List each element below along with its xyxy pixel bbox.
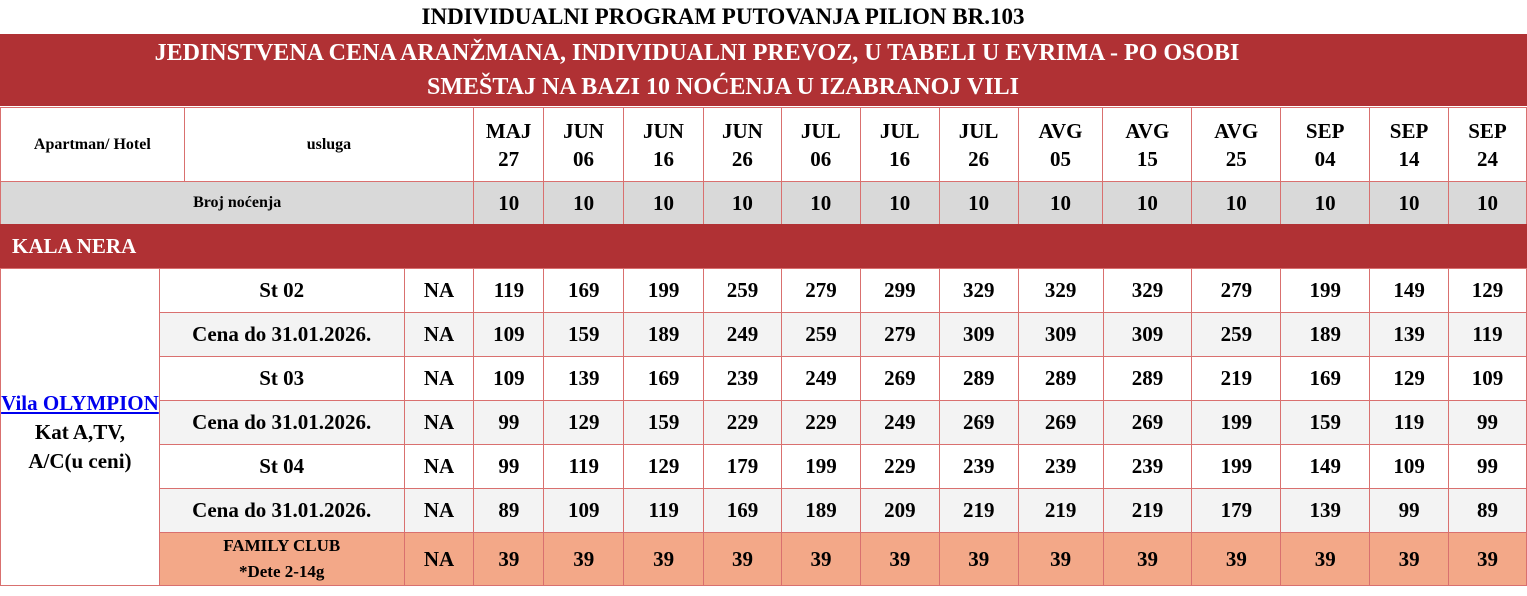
hotel-cell	[1, 269, 160, 586]
room-type-label: St 04	[159, 445, 404, 489]
family-label-title: FAMILY CLUB	[223, 536, 341, 555]
date-day: 14	[1398, 146, 1420, 171]
nights-value: 10	[544, 182, 624, 225]
price-cell: 99	[474, 401, 544, 445]
date-month: SEP	[1468, 118, 1507, 143]
price-cell: 239	[704, 357, 782, 401]
price-cell: 329	[1018, 269, 1103, 313]
date-month: AVG	[1038, 118, 1083, 143]
date-header-cell	[1103, 108, 1192, 182]
date-day: 06	[810, 146, 832, 171]
nights-value: 10	[1448, 182, 1526, 225]
banner-line-2: SMEŠTAJ NA BAZI 10 NOĆENJA U IZABRANOJ VILI	[427, 74, 1019, 100]
na-value: NA	[404, 533, 474, 586]
date-day: 25	[1225, 146, 1247, 171]
price-cell: 129	[624, 445, 704, 489]
nights-label: Broj noćenja	[1, 182, 474, 225]
price-cell: 39	[782, 533, 861, 586]
price-cell: 39	[1192, 533, 1281, 586]
price-cell: 189	[782, 489, 861, 533]
price-cell: 39	[939, 533, 1018, 586]
price-cell: 149	[1370, 269, 1449, 313]
date-month: JUL	[958, 118, 999, 143]
date-day: 27	[498, 146, 520, 171]
date-header-cell	[624, 108, 704, 182]
price-cell: 259	[782, 313, 861, 357]
date-day: 04	[1314, 146, 1336, 171]
nights-value: 10	[1018, 182, 1103, 225]
price-cell: 239	[939, 445, 1018, 489]
date-day: 05	[1049, 146, 1071, 171]
nights-row	[1, 182, 1527, 225]
price-cell: 39	[1103, 533, 1192, 586]
date-month: JUL	[800, 118, 841, 143]
nights-value: 10	[781, 182, 860, 225]
date-header-cell	[703, 108, 781, 182]
nights-value: 10	[1281, 182, 1370, 225]
price-cell: 269	[1018, 401, 1103, 445]
price-cell: 219	[1192, 357, 1281, 401]
price-cell: 99	[1449, 445, 1527, 489]
price-cell: 39	[704, 533, 782, 586]
date-month: JUN	[643, 118, 684, 143]
price-cell: 199	[1281, 269, 1370, 313]
nights-value: 10	[860, 182, 939, 225]
date-header-cell	[939, 108, 1018, 182]
price-cell: 209	[860, 489, 939, 533]
price-cell: 99	[1449, 401, 1527, 445]
date-day: 15	[1136, 146, 1158, 171]
table-row	[1, 269, 1527, 313]
family-label	[159, 533, 404, 586]
price-cell: 179	[704, 445, 782, 489]
price-cell: 189	[624, 313, 704, 357]
nights-value: 10	[939, 182, 1018, 225]
price-cell: 179	[1192, 489, 1281, 533]
room-type-label: St 02	[159, 269, 404, 313]
price-cell: 119	[474, 269, 544, 313]
price-cell: 229	[782, 401, 861, 445]
price-cell: 129	[1370, 357, 1449, 401]
price-cell: 239	[1018, 445, 1103, 489]
price-cell: 169	[544, 269, 624, 313]
price-cell: 149	[1281, 445, 1370, 489]
date-header-cell	[1449, 108, 1527, 182]
price-cell: 119	[624, 489, 704, 533]
price-cell: 119	[1370, 401, 1449, 445]
price-cell: 109	[474, 313, 544, 357]
date-day: 26	[968, 146, 990, 171]
price-cell: 39	[544, 533, 624, 586]
hotel-category: Kat A,TV,	[34, 419, 125, 444]
nights-value: 10	[703, 182, 781, 225]
price-cell: 89	[1449, 489, 1527, 533]
date-header-cell	[544, 108, 624, 182]
price-cell: 279	[782, 269, 861, 313]
date-header-cell	[860, 108, 939, 182]
price-cell: 99	[1370, 489, 1449, 533]
price-cell: 39	[1281, 533, 1370, 586]
price-cell: 139	[1281, 489, 1370, 533]
hotel-link[interactable]: Vila OLYMPION	[1, 390, 159, 415]
price-cell: 109	[1370, 445, 1449, 489]
price-cell: 99	[474, 445, 544, 489]
price-cell: 169	[624, 357, 704, 401]
price-cell: 309	[939, 313, 1018, 357]
price-cell: 329	[939, 269, 1018, 313]
price-table	[0, 268, 1527, 586]
price-cell: 89	[474, 489, 544, 533]
date-header-cell	[781, 108, 860, 182]
table-row	[1, 445, 1527, 489]
date-month: SEP	[1389, 118, 1429, 143]
room-type-label: St 03	[159, 357, 404, 401]
na-value: NA	[404, 489, 474, 533]
price-cell: 169	[704, 489, 782, 533]
price-cell: 269	[939, 401, 1018, 445]
date-month: SEP	[1305, 118, 1345, 143]
price-cell: 39	[474, 533, 544, 586]
header-row	[1, 108, 1527, 182]
price-cell: 259	[1192, 313, 1281, 357]
price-cell: 159	[544, 313, 624, 357]
table-row	[1, 313, 1527, 357]
price-cell: 39	[624, 533, 704, 586]
date-month: JUL	[879, 118, 920, 143]
date-month: MAJ	[485, 118, 532, 143]
date-day: 16	[652, 146, 674, 171]
price-cell: 139	[544, 357, 624, 401]
price-cell: 159	[1281, 401, 1370, 445]
date-day: 24	[1477, 146, 1498, 171]
page-title: INDIVIDUALNI PROGRAM PUTOVANJA PILION BR.103	[421, 4, 1025, 29]
price-banner	[0, 34, 1527, 106]
price-cell: 199	[1192, 445, 1281, 489]
date-header-cell	[1192, 108, 1281, 182]
price-cell: 39	[1449, 533, 1527, 586]
price-cell: 229	[860, 445, 939, 489]
price-cell: 219	[1103, 489, 1192, 533]
nights-value: 10	[1370, 182, 1449, 225]
table-row	[1, 401, 1527, 445]
date-month: AVG	[1214, 118, 1259, 143]
hotel-ac: A/C(u ceni)	[28, 448, 132, 473]
price-cell: 129	[1449, 269, 1527, 313]
price-cell: 159	[624, 401, 704, 445]
date-month: JUN	[563, 118, 604, 143]
date-month: JUN	[721, 118, 763, 143]
date-day: 26	[731, 146, 753, 171]
na-value: NA	[404, 357, 474, 401]
date-header-cell	[474, 108, 544, 182]
price-cell: 289	[1018, 357, 1103, 401]
price-cell: 299	[860, 269, 939, 313]
price-cell: 309	[1018, 313, 1103, 357]
section-header	[0, 224, 1527, 268]
date-header-cell	[1370, 108, 1449, 182]
nights-value: 10	[474, 182, 544, 225]
price-cell: 249	[860, 401, 939, 445]
date-header-table	[0, 107, 1527, 182]
price-cell: 199	[1192, 401, 1281, 445]
price-cell: 119	[1449, 313, 1527, 357]
price-cell: 259	[704, 269, 782, 313]
price-cell: 129	[544, 401, 624, 445]
date-day: 16	[889, 146, 911, 171]
date-header-cell	[1018, 108, 1103, 182]
header-service-label: usluga	[184, 108, 473, 182]
date-header-cell	[1281, 108, 1370, 182]
price-cell: 169	[1281, 357, 1370, 401]
nights-value: 10	[624, 182, 704, 225]
price-cell: 39	[1370, 533, 1449, 586]
price-cell: 239	[1103, 445, 1192, 489]
section-title: KALA NERA	[12, 234, 137, 258]
price-cell: 199	[782, 445, 861, 489]
price-cell: 249	[704, 313, 782, 357]
price-cell: 229	[704, 401, 782, 445]
banner-line-1: JEDINSTVENA CENA ARANŽMANA, INDIVIDUALNI PREVOZ, U TABELI U EVRIMA - PO OSOBI	[154, 40, 1240, 66]
price-cell: 289	[1103, 357, 1192, 401]
na-value: NA	[404, 313, 474, 357]
table-row	[1, 489, 1527, 533]
price-cell: 249	[782, 357, 861, 401]
na-value: NA	[404, 269, 474, 313]
price-cell: 279	[860, 313, 939, 357]
price-cell: 279	[1192, 269, 1281, 313]
price-cell: 109	[544, 489, 624, 533]
price-cell: 109	[1449, 357, 1527, 401]
room-type-label: Cena do 31.01.2026.	[159, 401, 404, 445]
price-cell: 39	[860, 533, 939, 586]
nights-table	[0, 181, 1527, 225]
price-cell: 39	[1018, 533, 1103, 586]
price-cell: 309	[1103, 313, 1192, 357]
date-day: 06	[573, 146, 595, 171]
room-type-label: Cena do 31.01.2026.	[159, 489, 404, 533]
price-cell: 109	[474, 357, 544, 401]
price-cell: 269	[860, 357, 939, 401]
price-cell: 189	[1281, 313, 1370, 357]
price-cell: 219	[1018, 489, 1103, 533]
family-label-note: *Dete 2-14g	[238, 562, 325, 581]
price-cell: 269	[1103, 401, 1192, 445]
nights-value: 10	[1103, 182, 1192, 225]
na-value: NA	[404, 401, 474, 445]
header-hotel-label: Apartman/ Hotel	[1, 108, 185, 182]
na-value: NA	[404, 445, 474, 489]
price-cell: 219	[939, 489, 1018, 533]
room-type-label: Cena do 31.01.2026.	[159, 313, 404, 357]
price-cell: 199	[624, 269, 704, 313]
price-cell: 289	[939, 357, 1018, 401]
price-cell: 119	[544, 445, 624, 489]
date-month: AVG	[1125, 118, 1170, 143]
table-row	[1, 357, 1527, 401]
family-row	[1, 533, 1527, 586]
nights-value: 10	[1192, 182, 1281, 225]
price-cell: 139	[1370, 313, 1449, 357]
price-cell: 329	[1103, 269, 1192, 313]
